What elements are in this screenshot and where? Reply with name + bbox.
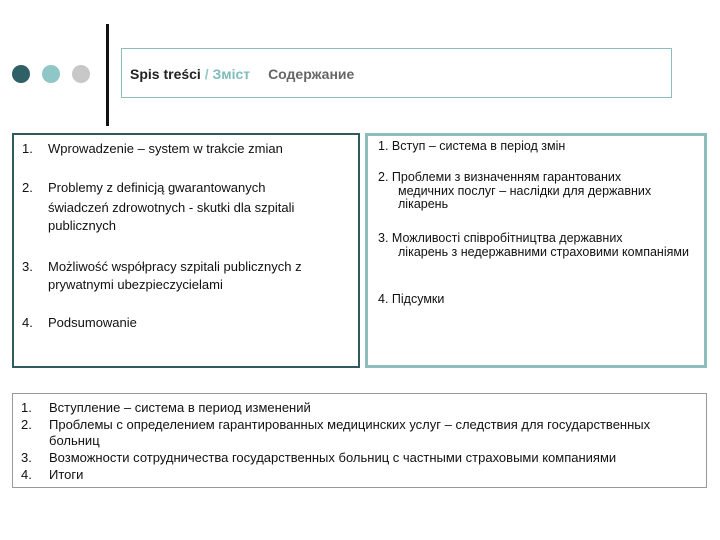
title-ukrainian: Зміст <box>212 66 251 82</box>
item-number: 2. <box>21 417 32 432</box>
item-text: 2. Проблеми з визначенням гарантованих <box>378 170 622 184</box>
item-number: 1. <box>22 141 33 156</box>
item-text-continued: лікарень з недержавними страховими компаніями <box>398 244 689 259</box>
russian-contents <box>12 393 707 488</box>
dark-dot-icon <box>12 65 30 83</box>
title-separator: / <box>200 66 213 82</box>
ukrainian-contents <box>365 133 707 368</box>
item-text: 4. Підсумки <box>378 292 445 306</box>
item-text: Проблемы с определением гарантированных медицинских услуг – следствия для государственных больниц <box>49 417 651 448</box>
item-number: 1. <box>21 400 32 415</box>
polish-contents <box>12 133 360 368</box>
item-text: Podsumowanie <box>48 315 137 330</box>
item-text: Wprowadzenie – system w trakcie zmian <box>48 141 283 156</box>
title-russian: Содержание <box>268 66 355 82</box>
list-item <box>378 171 698 212</box>
page-title <box>121 48 672 98</box>
list-item <box>378 140 698 154</box>
item-text: Вступление – система в период изменений <box>49 400 311 415</box>
list-item <box>378 232 698 259</box>
item-text: 3. Можливості співробітництва державних <box>378 231 623 245</box>
item-text-line: świadczeń zdrowotnych - skutki dla szpitali publicznych <box>48 200 295 233</box>
item-text <box>48 179 338 235</box>
title-polish: Spis treści <box>130 66 201 82</box>
divider <box>106 24 109 126</box>
item-number: 2. <box>22 180 33 195</box>
item-number: 4. <box>22 315 33 330</box>
light-dot-icon <box>42 65 60 83</box>
item-text: Итоги <box>49 467 84 482</box>
item-text-continued: медичних послуг – наслідки для державних лікарень <box>398 183 652 211</box>
item-number: 4. <box>21 467 32 482</box>
item-number: 3. <box>22 259 33 274</box>
item-text: Możliwość współpracy szpitali publicznych z prywatnymi ubezpieczycielami <box>48 259 302 292</box>
item-text: 1. Вступ – система в період змін <box>378 139 566 153</box>
item-text: Возможности сотрудничества государственных больниц с частными страховыми компаниями <box>49 450 617 465</box>
list-item <box>378 293 698 307</box>
item-text-line: Problemy z definicją gwarantowanych <box>48 180 266 195</box>
item-number: 3. <box>21 450 32 465</box>
gray-dot-icon <box>72 65 90 83</box>
